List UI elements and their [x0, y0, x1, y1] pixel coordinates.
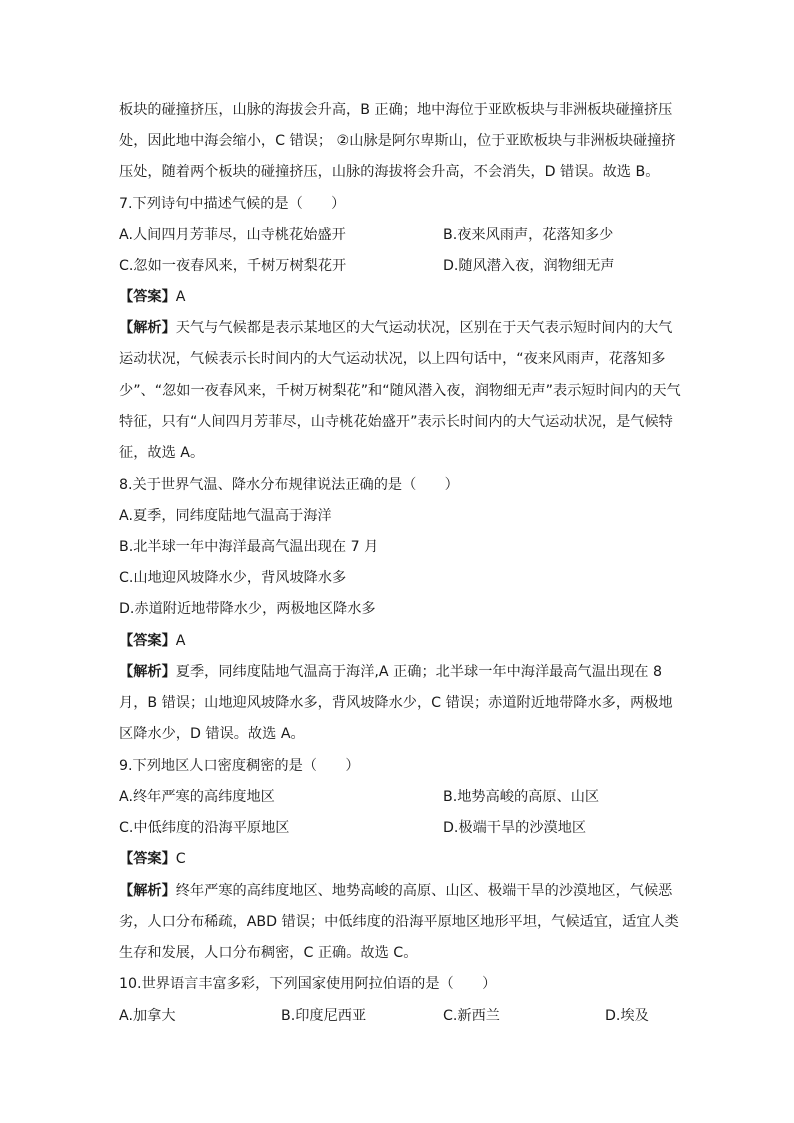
text-line: 板块的碰撞挤压，山脉的海拔会升高，B 正确；地中海位于亚欧板块与非洲板块碰撞挤压 — [119, 102, 673, 118]
q9-answer — [119, 847, 186, 871]
analysis-text: 天气与气候都是表示某地区的大气运动状况，区别在于天气表示短时间内的大气 — [175, 320, 673, 336]
q8-analysis-line — [119, 660, 662, 684]
q7-analysis-line: 特征，只有“人间四月芳菲尽，山寺桃花始盛开”表示长时间内的大气运动状况，是气候特 — [119, 414, 673, 430]
analysis-tag: 【解析】 — [119, 320, 176, 336]
q7-option-c: C.忽如一夜春风来，千树万树梨花开 — [119, 258, 347, 274]
q10-option-a: A.加拿大 — [119, 1008, 176, 1024]
question-9-stem: 9.下列地区人口密度稠密的是（ ） — [119, 758, 360, 774]
q9-option-d: D.极端干旱的沙漠地区 — [443, 820, 587, 836]
q9-analysis-line: 生存和发展，人口分布稠密，C 正确。故选 C。 — [119, 945, 418, 961]
q9-option-a: A.终年严寒的高纬度地区 — [119, 789, 275, 805]
q9-analysis-line: 劣，人口分布稀疏，ABD 错误；中低纬度的沿海平原地区地形平坦，气候适宜，适宜人类 — [119, 914, 679, 930]
q8-option-a: A.夏季，同纬度陆地气温高于海洋 — [119, 508, 332, 524]
q8-answer — [119, 629, 185, 653]
q7-option-a: A.人间四月芳菲尽，山寺桃花始盛开 — [119, 227, 346, 243]
analysis-text: 终年严寒的高纬度地区、地势高峻的高原、山区、极端干旱的沙漠地区，气候恶 — [175, 883, 673, 899]
text-line: 处，因此地中海会缩小，C 错误； ②山脉是阿尔卑斯山，位于亚欧板块与非洲板块碰撞挤 — [119, 133, 676, 149]
q8-analysis-line: 区降水少，D 错误。故选 A。 — [119, 726, 305, 742]
analysis-tag: 【解析】 — [119, 664, 176, 680]
answer-tag: 【答案】 — [119, 851, 176, 867]
question-10-stem: 10.世界语言丰富多彩，下列国家使用阿拉伯语的是（ ） — [119, 976, 497, 992]
q8-option-b: B.北半球一年中海洋最高气温出现在 7 月 — [119, 539, 379, 555]
q7-analysis-line: 运动状况，气候表示长时间内的大气运动状况，以上四句话中，“夜来风雨声，花落知多 — [119, 351, 666, 367]
q10-option-d: D.埃及 — [605, 1008, 649, 1024]
q7-answer — [119, 285, 185, 309]
q8-option-d: D.赤道附近地带降水少，两极地区降水多 — [119, 601, 376, 617]
q7-analysis-line: 少”、“忽如一夜春风来，千树万树梨花”和“随风潜入夜，润物细无声”表示短时间内的天气 — [119, 383, 681, 399]
q8-analysis-line: 月，B 错误；山地迎风坡降水多，背风坡降水少，C 错误；赤道附近地带降水多，两极地 — [119, 695, 673, 711]
question-8-stem: 8.关于世界气温、降水分布规律说法正确的是（ ） — [119, 477, 459, 493]
q7-analysis-line — [119, 316, 672, 340]
q9-analysis-line — [119, 879, 672, 903]
question-7-stem: 7.下列诗句中描述气候的是（ ） — [119, 196, 346, 212]
q10-option-b: B.印度尼西亚 — [281, 1008, 367, 1024]
q8-option-c: C.山地迎风坡降水少，背风坡降水多 — [119, 570, 347, 586]
answer-tag: 【答案】 — [119, 633, 176, 649]
q9-option-c: C.中低纬度的沿海平原地区 — [119, 820, 290, 836]
q7-option-b: B.夜来风雨声，花落知多少 — [443, 227, 614, 243]
analysis-text: 夏季，同纬度陆地气温高于海洋,A 正确；北半球一年中海洋最高气温出现在 8 — [175, 664, 663, 680]
text-line: 压处，随着两个板块的碰撞挤压，山脉的海拔将会升高，不会消失，D 错误。故选 B。 — [119, 164, 660, 180]
analysis-tag: 【解析】 — [119, 883, 176, 899]
answer-tag: 【答案】 — [119, 289, 176, 305]
q10-option-c: C.新西兰 — [443, 1008, 500, 1024]
q9-option-b: B.地势高峻的高原、山区 — [443, 789, 600, 805]
q7-option-d: D.随风潜入夜，润物细无声 — [443, 258, 615, 274]
answer-value: C — [175, 851, 186, 867]
answer-value: A — [175, 289, 186, 305]
q7-analysis-line: 征，故选 A。 — [119, 445, 205, 461]
answer-value: A — [175, 633, 186, 649]
